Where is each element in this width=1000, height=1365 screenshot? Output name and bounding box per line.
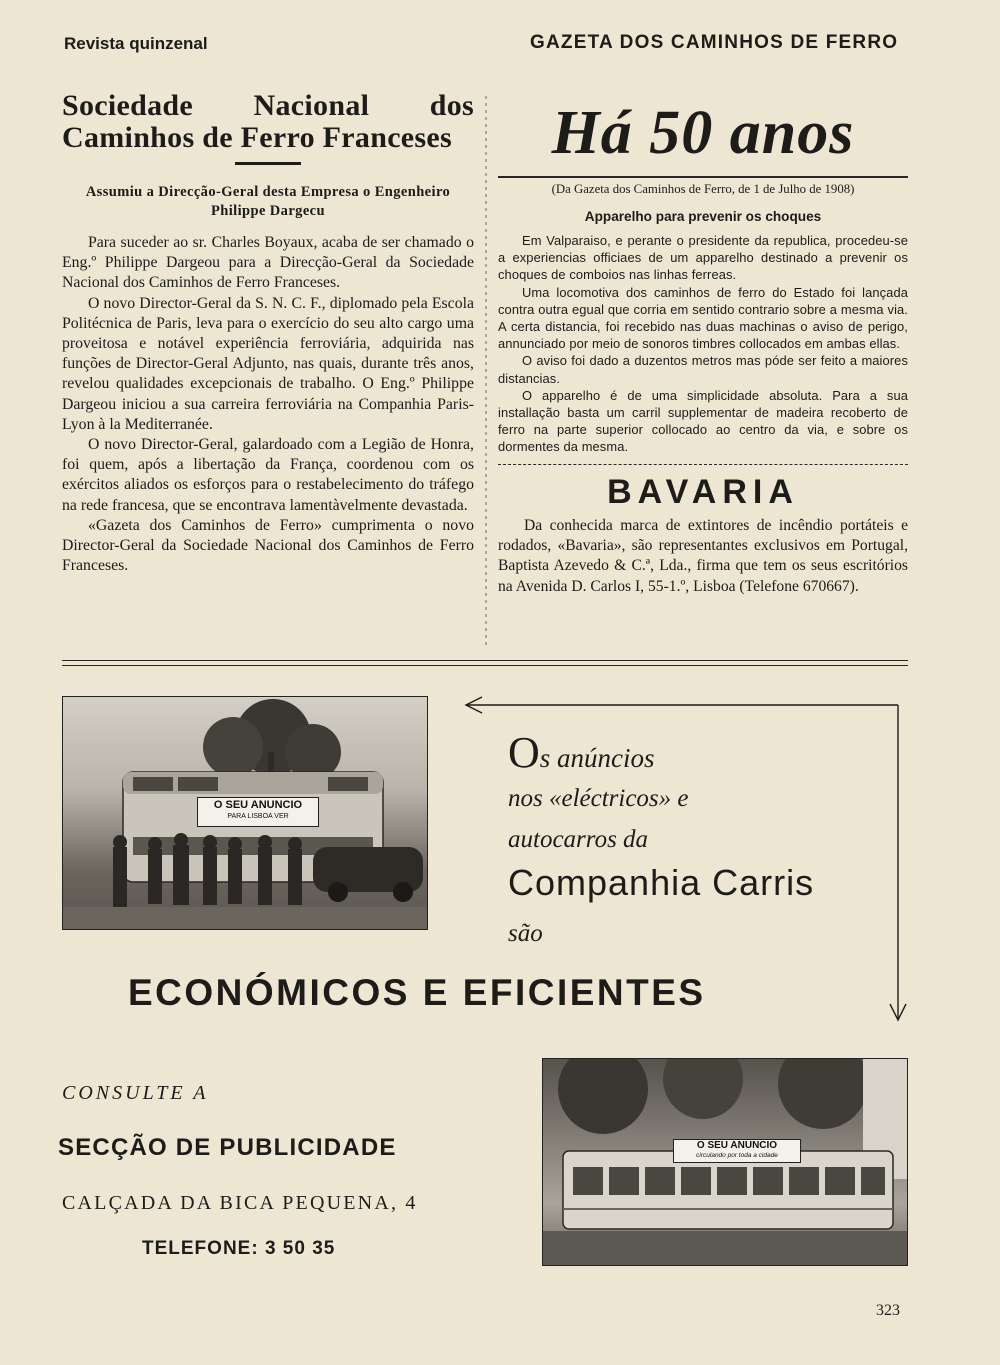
left-article-paragraph: O novo Director-Geral, galardoado com a Legião de Honra, foi quem, após a libertação da França, coordenou com os exércitos aliados os esforços para o restabelecimento do tráfego na rede francesa, que se encontrava lamentàvelmente devastada.: [62, 436, 474, 514]
bus-sign-main-text: O SEU ANUNCIO: [213, 799, 303, 811]
address-text: CALÇADA DA BICA PEQUENA, 4: [62, 1192, 418, 1214]
bavaria-text: Da conhecida marca de extintores de incêndio portáteis e rodados, «Bavaria», são representantes exclusivos em Portugal, Baptista Azevedo & C.ª, Lda., firma que tem os seus escritórios na Avenida D. Carlos I, 55-1.º, Lisboa (Telefone 670667).: [498, 516, 908, 595]
consulte-text: CONSULTE A: [62, 1082, 209, 1104]
advert-line-5: são: [508, 920, 543, 947]
seccao-publicidade: SECÇÃO DE PUBLICIDADE: [58, 1134, 397, 1161]
left-article-paragraph: O novo Director-Geral da S. N. C. F., diplomado pela Escola Politécnica de Paris, leva para o exercício do seu alto cargo uma proveitosa e notável experiência ferroviária, adquirida nas funções de Director-Geral Adjunto, nas quais, durante três anos, revelou qualidades excepcionais de trabalho. O Eng.º Philippe Dargeou iniciou a sua carreira ferroviária na Companhia Paris-Lyon à la Mediterranée.: [62, 294, 474, 433]
right-article-paragraph: Uma locomotiva dos caminhos de ferro do Estado foi lançada contra outra egual que corria em sentido contrario sobre a mesma via. A certa distancia, foi recebido nas duas machinas o aviso de perigo, annunciado por meio de sonoros timbres collocados em ambas ellas.: [498, 284, 908, 352]
tram-photo: [542, 1058, 908, 1266]
left-article-paragraph: Para suceder ao sr. Charles Boyaux, acaba de ser chamado o Eng.º Philippe Dargeou para a Direcção-Geral da Sociedade Nacional dos Caminhos de Ferro Franceses.: [62, 234, 474, 292]
article-source: (Da Gazeta dos Caminhos de Ferro, de 1 de Julho de 1908): [551, 182, 855, 196]
bus-sign-sub-text: PARA LISBOA VER: [227, 813, 289, 820]
middle-divider: [62, 660, 908, 666]
tram-sign-main-text: O SEU ANUNCIO: [696, 1140, 778, 1151]
advert-line-1-rest: s anúncios: [539, 743, 655, 773]
advert-line-1: [508, 727, 655, 778]
magazine-frequency: Revista quinzenal: [64, 34, 208, 53]
ha-50-anos-title: Há 50 anos: [551, 99, 855, 167]
right-article-paragraph: O apparelho é de uma simplicidade absoluta. Para a sua installação basta um carril supplementar de madeira recoberto de ferro na parte superior collocado ao centro da via, e sobre os dormentes da mesma.: [498, 387, 908, 455]
right-article-paragraph: O aviso foi dado a duzentos metros mas póde ser feito a maiores distancias.: [498, 353, 908, 386]
tram-advert-sign: [673, 1139, 801, 1163]
left-article-paragraph: «Gazeta dos Caminhos de Ferro» cumprimenta o novo Director-Geral da Sociedade Nacional dos Caminhos de Ferro Franceses.: [62, 516, 474, 575]
advert-company-name: Companhia Carris: [508, 862, 815, 903]
bus-advert-sign: [197, 797, 319, 827]
magazine-title: GAZETA DOS CAMINHOS DE FERRO: [530, 32, 899, 53]
page-number: 323: [876, 1302, 900, 1319]
tram-sign-sub-text: circulando por toda a cidade: [696, 1152, 778, 1159]
telephone-text: TELEFONE: 3 50 35: [142, 1238, 336, 1259]
article-heading: Apparelho para prevenir os choques: [584, 209, 822, 224]
advert-initial: O: [508, 728, 540, 777]
left-article-title: Sociedade Nacional dos Caminhos de Ferro Franceses: [62, 89, 474, 154]
advert-line-3: autocarros da: [508, 826, 649, 853]
bus-photo: [62, 696, 428, 930]
advert-line-2: nos «eléctricos» e: [508, 785, 689, 812]
right-article-paragraph: Em Valparaiso, e perante o presidente da republica, procedeu-se a experiencias officiaes de um apparelho destinado a prevenir os choques de comboios nas linhas ferreas.: [498, 233, 908, 283]
left-article-subtitle: Assumiu a Direcção-Geral desta Empresa o Engenheiro Philippe Dargecu: [85, 184, 451, 219]
bavaria-title: BAVARIA: [607, 472, 799, 511]
advert-headline: ECONÓMICOS E EFICIENTES: [128, 972, 706, 1013]
